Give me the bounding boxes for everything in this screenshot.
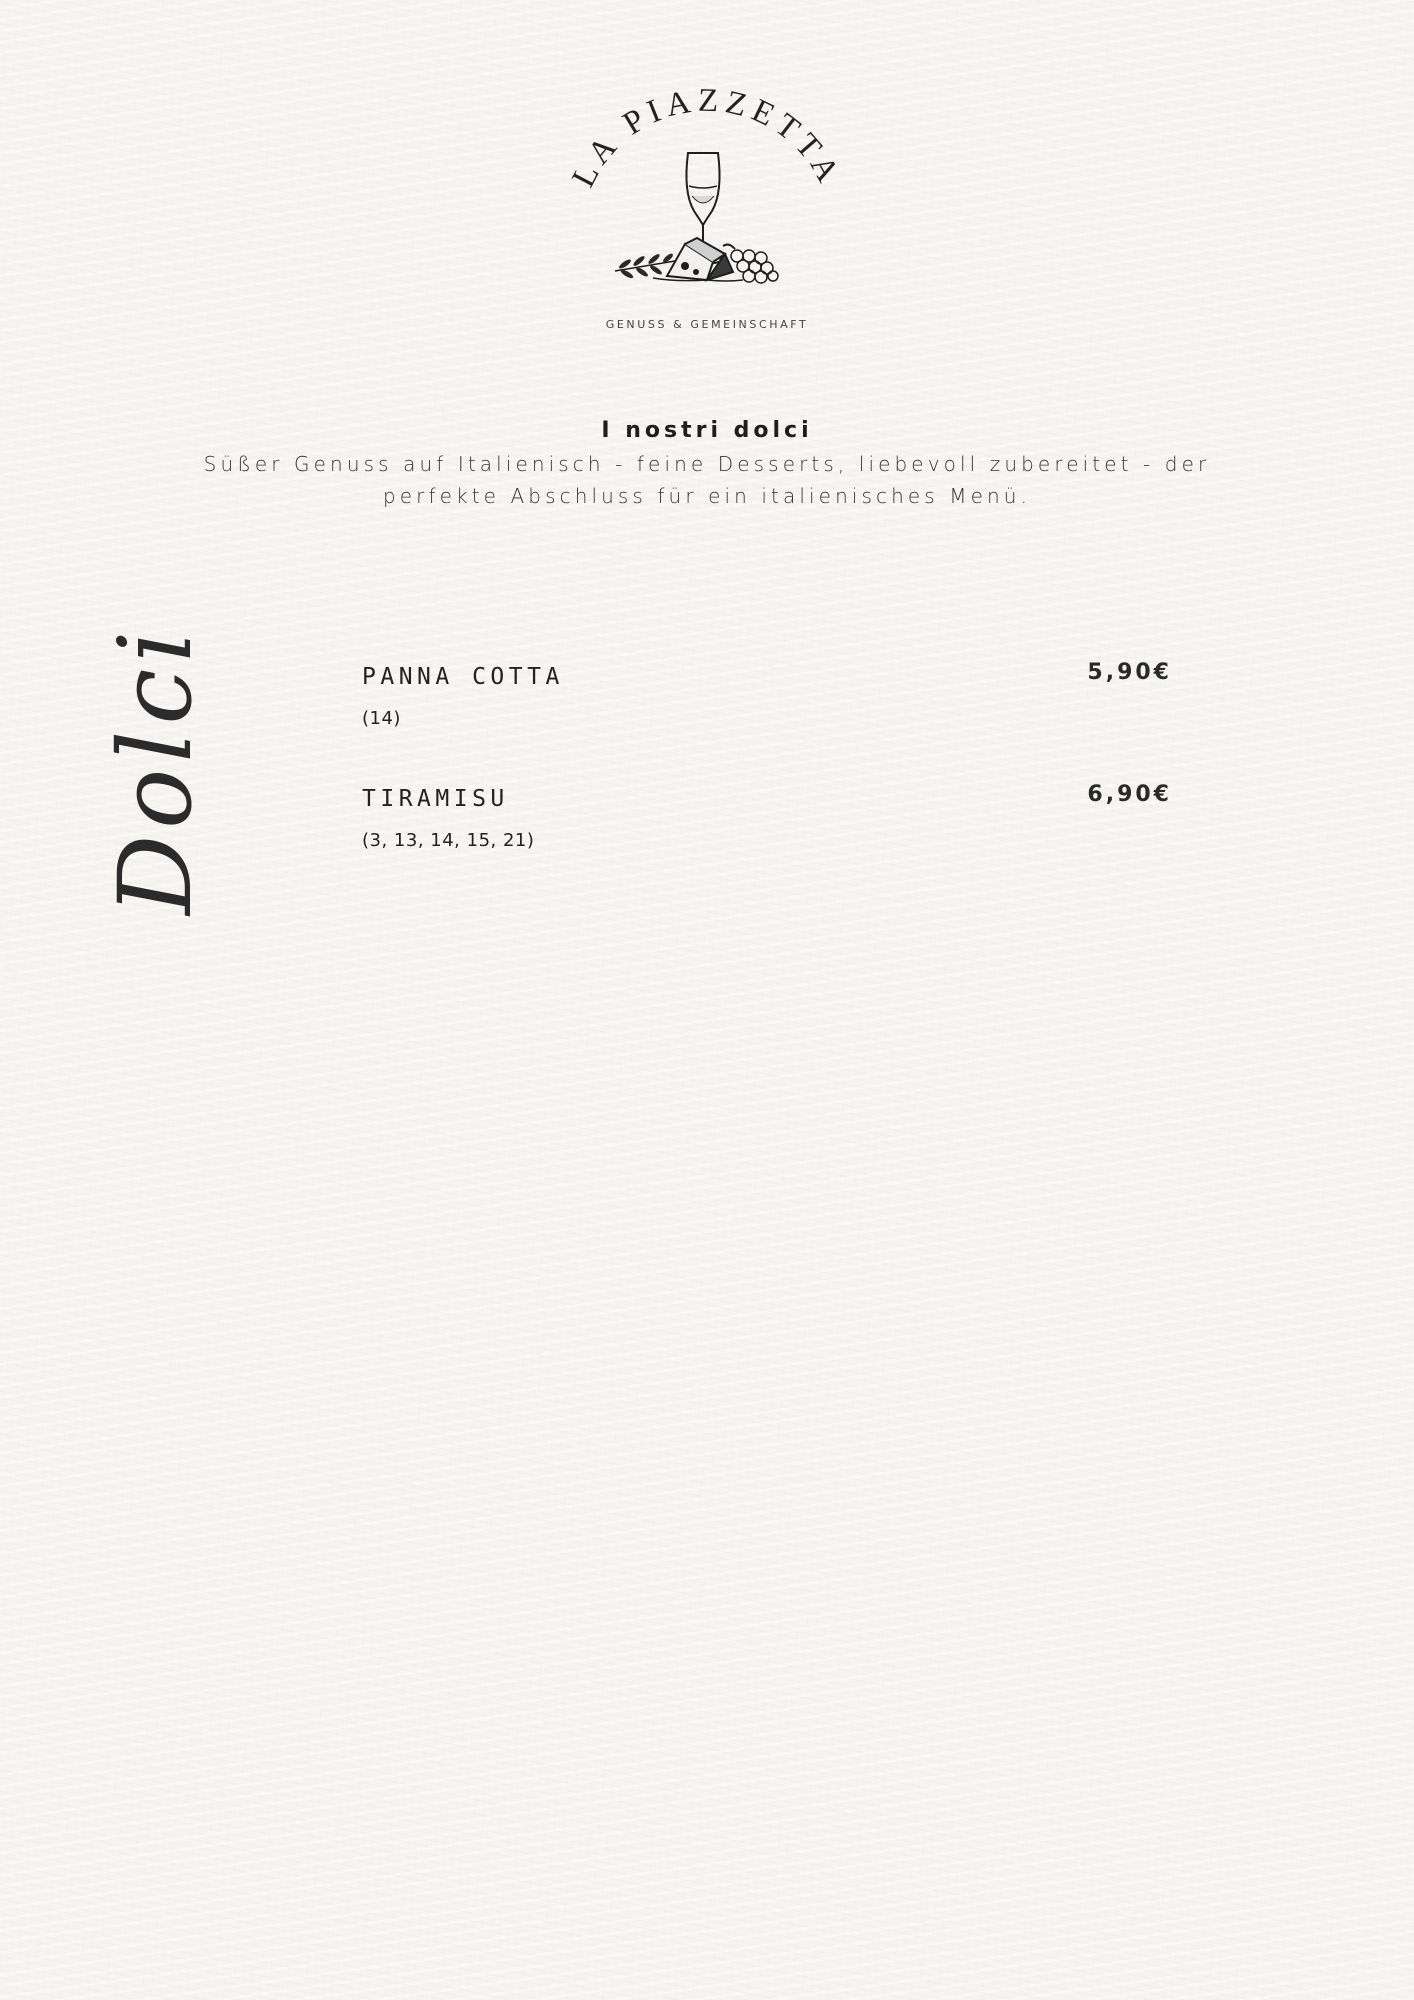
- item-name: PANNA COTTA: [362, 664, 564, 690]
- brand-name: LA PIAZZETTA: [565, 86, 849, 194]
- menu-items: [362, 660, 1172, 908]
- menu-item: [362, 782, 1172, 908]
- section-label: Dolci: [97, 624, 214, 915]
- item-allergens: (14): [362, 708, 401, 729]
- brand-tagline: GENUSS & GEMEINSCHAFT: [605, 318, 809, 331]
- logo-emblem: [557, 86, 857, 316]
- item-price: 6,90€: [1087, 782, 1172, 807]
- intro-title: I nostri dolci: [601, 418, 813, 443]
- intro-description: Süßer Genuss auf Italienisch - feine Desserts, liebevoll zubereitet - der perfekte Abschluss für ein italienisches Menü.: [203, 452, 1211, 508]
- menu-item: [362, 660, 1172, 786]
- intro-section: [0, 414, 1414, 512]
- item-allergens: (3, 13, 14, 15, 21): [362, 830, 535, 851]
- item-price: 5,90€: [1087, 660, 1172, 685]
- grapes-icon: [723, 245, 778, 283]
- olive-branch-icon: [615, 252, 675, 279]
- item-name: TIRAMISU: [362, 786, 509, 812]
- restaurant-logo: [557, 86, 857, 346]
